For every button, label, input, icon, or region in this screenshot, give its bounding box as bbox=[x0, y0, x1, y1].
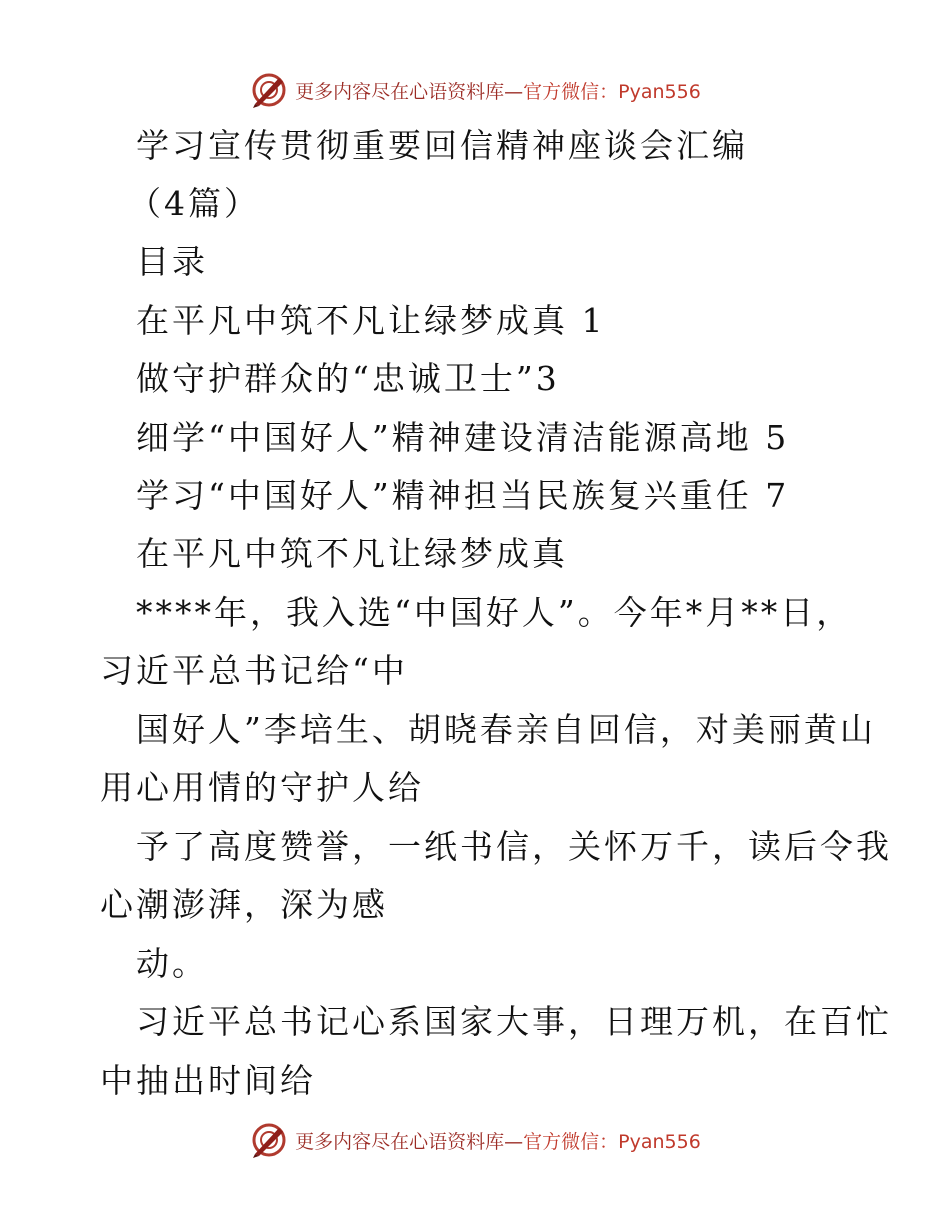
paragraph-line: 国好人”李培生、胡晓春亲自回信，对美丽黄山 bbox=[136, 710, 876, 749]
pen-logo-icon bbox=[249, 1120, 289, 1160]
paragraph-line: 予了高度赞誉，一纸书信，关怀万千，读后令我 bbox=[136, 827, 892, 866]
section-title: 在平凡中筑不凡让绿梦成真 bbox=[136, 534, 568, 573]
footer-banner bbox=[0, 1118, 950, 1162]
paragraph-line: 中抽出时间给 bbox=[100, 1061, 316, 1100]
toc-item: 做守护群众的“忠诚卫士”3 bbox=[136, 359, 560, 398]
paragraph-line: 习近平总书记给“中 bbox=[100, 651, 408, 690]
pen-logo-icon bbox=[249, 70, 289, 110]
paragraph-line: ****年，我入选“中国好人”。今年*月**日， bbox=[136, 593, 853, 632]
toc-heading: 目录 bbox=[136, 242, 208, 281]
document-title: 学习宣传贯彻重要回信精神座谈会汇编 bbox=[136, 126, 748, 165]
footer-banner-text bbox=[295, 1127, 701, 1154]
document-subtitle: （4篇） bbox=[128, 184, 260, 223]
banner-site-text: 更多内容尽在心语资料库— bbox=[295, 1130, 524, 1153]
banner-wechat-text: 官方微信：Pyan556 bbox=[523, 1130, 701, 1153]
header-banner bbox=[0, 68, 950, 112]
paragraph-line: 习近平总书记心系国家大事，日理万机，在百忙 bbox=[136, 1002, 892, 1041]
header-banner-text bbox=[295, 77, 701, 104]
paragraph-line: 用心用情的守护人给 bbox=[100, 768, 424, 807]
toc-item: 学习“中国好人”精神担当民族复兴重任 7 bbox=[136, 476, 790, 515]
paragraph-line: 动。 bbox=[136, 944, 208, 983]
banner-site-text: 更多内容尽在心语资料库— bbox=[295, 80, 524, 103]
toc-item: 在平凡中筑不凡让绿梦成真 1 bbox=[136, 301, 606, 340]
paragraph-line: 心潮澎湃，深为感 bbox=[100, 885, 388, 924]
toc-item: 细学“中国好人”精神建设清洁能源高地 5 bbox=[136, 418, 790, 457]
banner-wechat-text: 官方微信：Pyan556 bbox=[523, 80, 701, 103]
